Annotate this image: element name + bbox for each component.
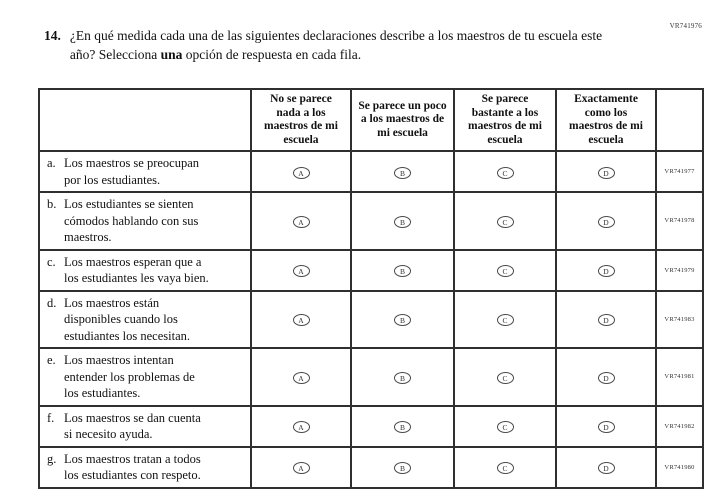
option-cell	[556, 291, 656, 349]
option-header-4: Exactamente como los maestros de mi escuela	[556, 89, 656, 151]
option-cell	[351, 291, 454, 349]
option-cell	[351, 250, 454, 291]
answer-bubble-a-a[interactable]: A	[293, 167, 310, 179]
statement-cell	[39, 250, 251, 291]
table-row	[39, 348, 703, 406]
table-row	[39, 447, 703, 488]
answer-bubble-d-d[interactable]: D	[598, 314, 615, 326]
option-cell	[454, 406, 556, 447]
statement-text: Los maestros se dan cuenta si necesito ayuda.	[64, 410, 201, 441]
option-cell	[556, 250, 656, 291]
answer-bubble-b-d[interactable]: D	[598, 216, 615, 228]
question	[44, 26, 624, 64]
statement-cell	[39, 192, 251, 250]
statement-column-header	[39, 89, 251, 151]
answer-bubble-g-b[interactable]: B	[394, 462, 411, 474]
option-cell	[556, 151, 656, 192]
option-cell	[556, 192, 656, 250]
statement-letter: e.	[47, 353, 56, 367]
table-body	[39, 151, 703, 488]
item-code: VR741983	[656, 291, 703, 349]
option-cell	[556, 348, 656, 406]
answer-bubble-c-c[interactable]: C	[497, 265, 514, 277]
option-cell	[251, 447, 351, 488]
page-form-code: VR741976	[669, 22, 702, 30]
statement-letter: b.	[47, 197, 57, 211]
answer-bubble-b-c[interactable]: C	[497, 216, 514, 228]
statement-text: Los maestros esperan que a los estudiantes les vaya bien.	[64, 254, 209, 285]
table-row	[39, 192, 703, 250]
answer-bubble-e-a[interactable]: A	[293, 372, 310, 384]
table-row	[39, 406, 703, 447]
option-cell	[454, 291, 556, 349]
option-cell	[351, 192, 454, 250]
option-cell	[454, 447, 556, 488]
option-cell	[251, 348, 351, 406]
statement-cell	[39, 447, 251, 488]
question-text-bold: una	[160, 47, 183, 62]
answer-bubble-e-d[interactable]: D	[598, 372, 615, 384]
table-row	[39, 250, 703, 291]
option-header-1: No se parece nada a los maestros de mi escuela	[251, 89, 351, 151]
answer-bubble-c-d[interactable]: D	[598, 265, 615, 277]
answer-bubble-c-b[interactable]: B	[394, 265, 411, 277]
answer-bubble-b-b[interactable]: B	[394, 216, 411, 228]
item-code: VR741981	[656, 348, 703, 406]
option-cell	[556, 447, 656, 488]
code-column-header	[656, 89, 703, 151]
item-code: VR741982	[656, 406, 703, 447]
option-cell	[454, 250, 556, 291]
option-cell	[454, 348, 556, 406]
statement-cell	[39, 406, 251, 447]
statement-text: Los maestros se preocupan por los estudiantes.	[64, 156, 200, 187]
statement-cell	[39, 151, 251, 192]
option-header-3: Se parece bastante a los maestros de mi escuela	[454, 89, 556, 151]
header-row	[39, 89, 703, 151]
answer-bubble-d-b[interactable]: B	[394, 314, 411, 326]
option-cell	[251, 250, 351, 291]
statement-letter: c.	[47, 254, 56, 269]
option-cell	[251, 291, 351, 349]
table-row	[39, 291, 703, 349]
item-code: VR741979	[656, 250, 703, 291]
answer-bubble-f-c[interactable]: C	[497, 421, 514, 433]
option-cell	[556, 406, 656, 447]
statement-letter: g.	[47, 451, 57, 466]
answer-bubble-f-a[interactable]: A	[293, 421, 310, 433]
item-code: VR741980	[656, 447, 703, 488]
answer-bubble-g-a[interactable]: A	[293, 462, 310, 474]
option-header-2: Se parece un poco a los maestros de mi escuela	[351, 89, 454, 151]
answer-bubble-f-b[interactable]: B	[394, 421, 411, 433]
answer-bubble-d-c[interactable]: C	[497, 314, 514, 326]
answer-bubble-d-a[interactable]: A	[293, 314, 310, 326]
answer-bubble-a-b[interactable]: B	[394, 167, 411, 179]
statement-text: Los maestros tratan a todos los estudiantes con respeto.	[64, 451, 201, 482]
statement-letter: d.	[47, 295, 57, 310]
answer-bubble-e-b[interactable]: B	[394, 372, 411, 384]
statement-letter: f.	[47, 410, 55, 425]
statement-cell	[39, 348, 251, 406]
statement-text: Los estudiantes se sienten cómodos hablando con sus maestros.	[64, 197, 199, 244]
answer-bubble-b-a[interactable]: A	[293, 216, 310, 228]
answer-bubble-f-d[interactable]: D	[598, 421, 615, 433]
answer-bubble-a-d[interactable]: D	[598, 167, 615, 179]
answer-bubble-c-a[interactable]: A	[293, 265, 310, 277]
item-code: VR741978	[656, 192, 703, 250]
answer-bubble-g-c[interactable]: C	[497, 462, 514, 474]
option-cell	[454, 192, 556, 250]
option-cell	[351, 447, 454, 488]
statement-text: Los maestros están disponibles cuando los estudiantes los necesitan.	[64, 295, 191, 343]
option-cell	[251, 192, 351, 250]
question-text-end: opción de respuesta en cada fila.	[182, 47, 362, 62]
table-row	[39, 151, 703, 192]
option-cell	[351, 348, 454, 406]
option-cell	[454, 151, 556, 192]
statement-letter: a.	[47, 156, 56, 170]
question-number: 14.	[44, 28, 61, 43]
option-cell	[351, 151, 454, 192]
item-code: VR741977	[656, 151, 703, 192]
answer-bubble-g-d[interactable]: D	[598, 462, 615, 474]
statement-cell	[39, 291, 251, 349]
response-matrix	[38, 88, 704, 489]
option-cell	[251, 406, 351, 447]
answer-bubble-a-c[interactable]: C	[497, 167, 514, 179]
option-cell	[351, 406, 454, 447]
question-text	[70, 26, 624, 64]
answer-bubble-e-c[interactable]: C	[497, 372, 514, 384]
question-text-start: ¿En qué medida cada una de las siguientes declaraciones describe a los maestros de tu escuela este año? Selecciona	[69, 28, 603, 62]
option-cell	[251, 151, 351, 192]
statement-text: Los maestros intentan entender los problemas de los estudiantes.	[64, 353, 195, 400]
